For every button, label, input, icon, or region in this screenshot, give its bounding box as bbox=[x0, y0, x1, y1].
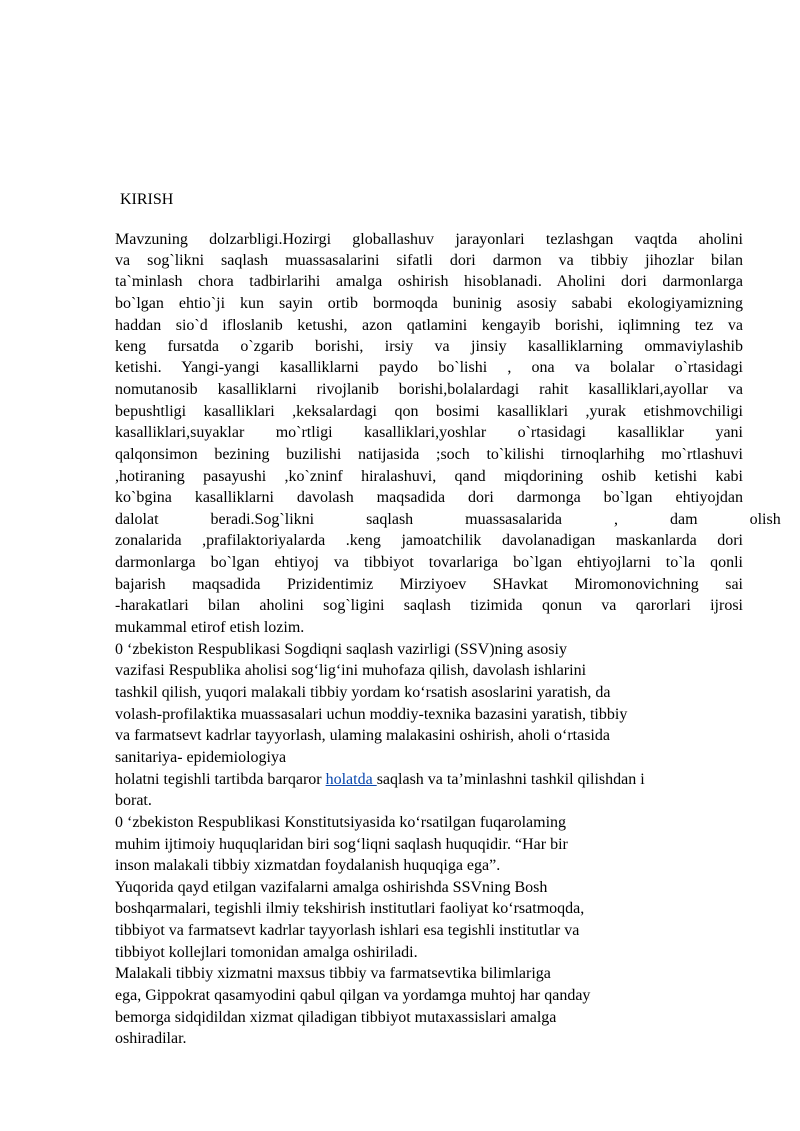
paragraph-line: va sog`likni saqlash muassasalarini sifatli dori darmon va tibbiy jihozlar bilan bbox=[115, 252, 743, 269]
paragraph-line: ketishi. Yangi-yangi kasalliklarni paydo bo`lishi , ona va bolalar o`rtasidagi bbox=[115, 359, 743, 376]
paragraph-line: 0 ‘zbekiston Respublikasi Sogdiqni saqlash vazirligi (SSV)ning asosiy bbox=[115, 641, 567, 658]
paragraph-line: zonalarida ,prafilaktoriyalarda .keng jamoatchilik davolanadigan maskanlarda dori bbox=[115, 532, 743, 549]
paragraph-line: volash-profilaktika muassasalari uchun moddiy-texnika bazasini yaratish, tibbiy bbox=[115, 706, 628, 723]
paragraph-line: sanitariya- epidemiologiya bbox=[115, 749, 287, 766]
paragraph-line: tashkil qilish, yuqori malakali tibbiy yordam ko‘rsatish asoslarini yaratish, da bbox=[115, 684, 611, 701]
paragraph-line: Malakali tibbiy xizmatni maxsus tibbiy va farmatsevtika bilimlariga bbox=[115, 965, 551, 982]
paragraph-line: darmonlarga bo`lgan ehtiyoj va tibbiyot tovarlariga bo`lgan ehtiyojlarni to`la qonli bbox=[115, 554, 743, 571]
paragraph-line: tibbiyot kollejlari tomonidan amalga oshiriladi. bbox=[115, 944, 418, 961]
paragraph-line: mukammal etirof etish lozim. bbox=[115, 619, 305, 636]
paragraph-line: oshiradilar. bbox=[115, 1030, 187, 1047]
paragraph-line: haddan sio`d ifloslanib ketushi, azon qatlamini kengayib borishi, iqlimning tez va bbox=[115, 317, 743, 334]
paragraph-line: bo`lgan ehtio`ji kun sayin ortib bormoqda buninig asosiy sababi ekologiyamizning bbox=[115, 295, 743, 312]
paragraph-line: borat. bbox=[115, 792, 152, 809]
paragraph-line: vazifasi Respublika aholisi sog‘lig‘ini muhofaza qilish, davolash ishlarini bbox=[115, 662, 587, 679]
paragraph-line: ,hotiraning pasayushi ,ko`zninf hiralashuvi, qand miqdorining oshib ketishi kabi bbox=[115, 468, 743, 485]
paragraph-line: ko`bgina kasalliklarni davolash maqsadida dori darmonga bo`lgan ehtiyojdan bbox=[115, 489, 743, 506]
paragraph-line: qalqonsimon bezining buzilishi natijasida ;soch to`kilishi tirnoqlarhihg mo`rtlashuvi bbox=[115, 446, 743, 463]
paragraph-line: tibbiyot va farmatsevt kadrlar tayyorlash ishlari esa tegishli institutlar va bbox=[115, 922, 580, 939]
paragraph-line: ta`minlash chora tadbirlarihi amalga oshirish hisoblanadi. Aholini dori darmonlarga bbox=[115, 273, 743, 290]
paragraph-line: Yuqorida qayd etilgan vazifalarni amalga oshirishda SSVning Bosh bbox=[115, 879, 548, 896]
paragraph-line: 0 ‘zbekiston Respublikasi Konstitutsiyasida ko‘rsatilgan fuqarolaming bbox=[115, 814, 567, 831]
paragraph-line: Mavzuning dolzarbligi.Hozirgi globallashuv jarayonlari tezlashgan vaqtda aholini bbox=[115, 231, 743, 248]
paragraph-line: ega, Gippokrat qasamyodini qabul qilgan va yordamga muhtoj har qanday bbox=[115, 987, 591, 1004]
paragraph-line: kasalliklari,suyaklar mo`rtligi kasalliklari,yoshlar o`rtasidagi kasalliklar yani bbox=[115, 424, 743, 441]
line-text-after-link: saqlash va ta’minlashni tashkil qilishdan i bbox=[376, 771, 645, 788]
paragraph-line: -harakatlari bilan aholini sog`ligini saqlash tizimida qonun va qarorlari ijrosi bbox=[115, 597, 743, 614]
paragraph-line-with-link bbox=[115, 770, 645, 790]
paragraph-line: dalolat beradi.Sog`likni saqlash muassasalarida , dam olish bbox=[115, 511, 781, 528]
paragraph-line: bepushtligi kasalliklari ,keksalardagi qon bosimi kasalliklari ,yurak etishmovchiligi bbox=[115, 403, 743, 420]
paragraph-line: nomutanosib kasalliklarni rivojlanib borishi,bolalardagi rahit kasalliklari,ayollar va bbox=[115, 381, 743, 398]
paragraph-line: bemorga sidqidildan xizmat qiladigan tibbiyot mutaxassislari amalga bbox=[115, 1009, 557, 1026]
paragraph-line: va farmatsevt kadrlar tayyorlash, ulaming malakasini oshirish, aholi o‘rtasida bbox=[115, 727, 610, 744]
line-text-before-link: holatni tegishli tartibda barqaror bbox=[115, 771, 326, 788]
paragraph-line: bajarish maqsadida Prizidentimiz Mirziyoev SHavkat Miromonovichning sai bbox=[115, 576, 743, 593]
holatda-link[interactable]: holatda bbox=[325, 771, 377, 788]
section-heading: KIRISH bbox=[120, 191, 174, 208]
paragraph-line: boshqarmalari, tegishli ilmiy tekshirish institutlari faoliyat ko‘rsatmoqda, bbox=[115, 900, 585, 917]
paragraph-line: muhim ijtimoiy huquqlaridan biri sog‘liqni saqlash huquqidir. “Har bir bbox=[115, 836, 568, 853]
paragraph-line: inson malakali tibbiy xizmatdan foydalanish huquqiga ega”. bbox=[115, 857, 501, 874]
paragraph-line: keng fursatda o`zgarib borishi, irsiy va jinsiy kasalliklarning ommaviylashib bbox=[115, 338, 743, 355]
